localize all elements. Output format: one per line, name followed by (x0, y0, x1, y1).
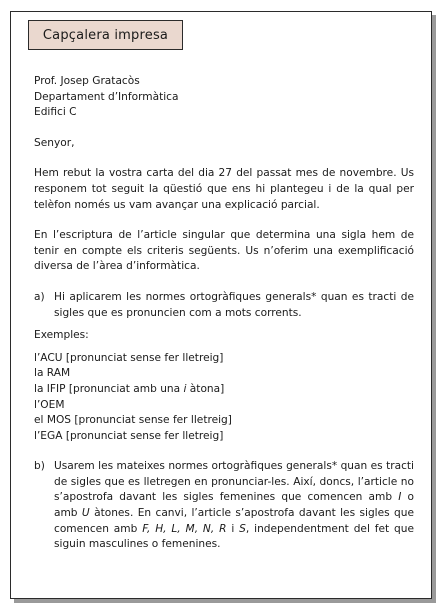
example-line: l’ACU [pronunciat sense fer lletreig] (34, 351, 224, 364)
printed-header: Capçalera impresa (28, 20, 183, 50)
list-item-b (34, 459, 414, 553)
example-line: la RAM (34, 367, 71, 380)
example-line: l’EGA [pronunciat sense fer lletreig] (34, 429, 224, 442)
list-marker: b) (34, 460, 45, 473)
recipient-name: Prof. Josep Gratacòs (34, 75, 140, 87)
examples-label: Exemples: (34, 329, 89, 342)
recipient-department: Departament d’Informàtica (34, 90, 179, 103)
list-item-a (34, 290, 414, 321)
list-item-text: Usarem les mateixes normes ortogràfiques generals* quan es tracti de sigles que es lletregen en pronunciar-les. Així, doncs, l’article no s’apostrofa davant les sigles femenines que comencen amb I o amb U àtones. En canvi, l’article s’apostrofa davant les sigles que comencen amb F, H, L, M, N, R i S, independentment del fet que siguin masculines o femenines. (54, 460, 414, 551)
list-marker: a) (34, 290, 45, 303)
letter-page (10, 11, 432, 599)
example-italic: i (183, 382, 187, 395)
example-line: l’OEM (34, 398, 65, 411)
example-line (34, 382, 414, 398)
example-text: àtona] (186, 382, 225, 395)
example-text: la IFIP [pronunciat amb una (34, 382, 184, 395)
letter-body (34, 74, 414, 553)
paragraph-criteria: En l’escriptura de l’article singular que determina una sigla hem de tenir en compte els criteris següents. Us n’oferim una exemplificació diversa de l’àrea d’informàtica. (34, 229, 414, 273)
paragraph-intro: Hem rebut la vostra carta del dia 27 del passat mes de novembre. Us responem tot seguit la qüestió que ens hi plantegeu i de la qual per telèfon només us vam avançar una explicació parcial. (34, 167, 414, 211)
recipient-building: Edifici C (34, 106, 77, 119)
example-line: el MOS [pronunciat sense fer lletreig] (34, 414, 232, 427)
list-item-text: Hi aplicarem les normes ortogràfiques generals* quan es tracti de sigles que es pronuncien com a mots corrents. (54, 290, 414, 319)
salutation: Senyor, (34, 136, 75, 149)
